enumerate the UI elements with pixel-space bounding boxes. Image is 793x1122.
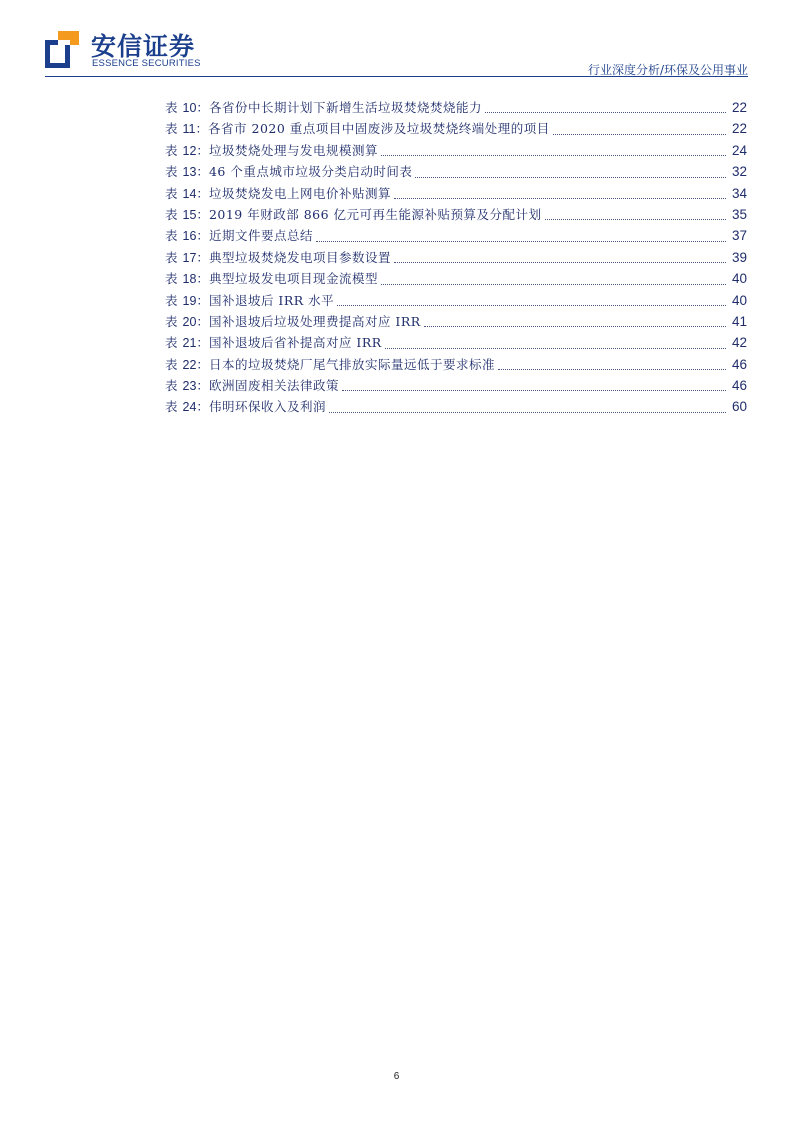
toc-dot-leader [415, 177, 726, 178]
toc-dot-leader [385, 348, 726, 349]
toc-entry-page: 32 [731, 164, 747, 180]
toc-entry-title: 46 个重点城市垃圾分类启动时间表 [208, 164, 413, 180]
toc-entry-title: 垃圾焚烧发电上网电价补贴测算 [208, 185, 391, 201]
toc-entry-number: 12 [182, 143, 197, 158]
toc-entry[interactable] [165, 247, 747, 268]
table-of-contents [165, 97, 747, 418]
toc-entry-title: 2019 年财政部 866 亿元可再生能源补贴预算及分配计划 [208, 206, 542, 222]
toc-entry[interactable] [165, 332, 747, 353]
toc-dot-leader [424, 326, 726, 327]
toc-entry-separator: ： [196, 313, 209, 329]
toc-entry-number: 19 [182, 293, 197, 308]
toc-dot-leader [337, 305, 726, 306]
toc-entry[interactable] [165, 183, 747, 204]
toc-entry-title: 各省市 2020 重点项目中固废涉及垃圾焚烧终端处理的项目 [208, 121, 550, 137]
toc-entry-label [165, 161, 209, 183]
toc-entry-page: 60 [731, 399, 747, 415]
page-header [0, 0, 793, 80]
toc-entry-number: 22 [182, 357, 197, 372]
toc-entry-label [165, 183, 209, 205]
toc-entry-separator: ： [196, 164, 209, 180]
toc-entry-prefix: 表 [165, 378, 178, 394]
toc-entry-number: 24 [182, 400, 197, 415]
logo-english-name: ESSENCE SECURITIES [92, 58, 201, 69]
toc-entry-number: 16 [182, 229, 197, 244]
toc-dot-leader [545, 219, 726, 220]
toc-entry[interactable] [165, 118, 747, 139]
toc-entry-prefix: 表 [165, 399, 178, 415]
toc-dot-leader [485, 112, 726, 113]
toc-dot-leader [342, 390, 726, 391]
toc-entry-label [165, 204, 209, 226]
toc-entry-prefix: 表 [165, 271, 178, 287]
toc-entry-prefix: 表 [165, 228, 178, 244]
toc-entry-separator: ： [196, 185, 209, 201]
toc-entry[interactable] [165, 268, 747, 289]
toc-entry-label [165, 247, 209, 269]
toc-entry-prefix: 表 [165, 292, 178, 308]
toc-dot-leader [329, 412, 726, 413]
toc-entry-separator: ： [196, 335, 209, 351]
toc-entry-separator: ： [196, 271, 209, 287]
toc-entry[interactable] [165, 140, 747, 161]
page-number: 6 [393, 1071, 400, 1082]
report-category: 行业深度分析/环保及公用事业 [587, 63, 748, 77]
toc-entry-number: 14 [182, 186, 197, 201]
header-divider [45, 76, 748, 77]
toc-entry-page: 46 [731, 356, 747, 372]
toc-entry-title: 近期文件要点总结 [208, 228, 313, 244]
toc-entry-prefix: 表 [165, 335, 178, 351]
toc-entry-title: 各省份中长期计划下新增生活垃圾焚烧焚烧能力 [208, 100, 482, 115]
toc-entry-label [165, 396, 209, 418]
toc-entry-title: 典型垃圾焚烧发电项目参数设置 [208, 249, 391, 265]
toc-entry-number: 13 [182, 165, 197, 180]
toc-entry-label [165, 97, 209, 119]
toc-entry-number: 21 [182, 336, 197, 351]
toc-dot-leader [498, 369, 726, 370]
toc-entry-prefix: 表 [165, 100, 178, 115]
toc-entry-label [165, 118, 208, 140]
toc-entry-title: 典型垃圾发电项目现金流模型 [208, 271, 378, 287]
toc-entry-page: 41 [731, 313, 747, 329]
toc-entry-page: 22 [731, 121, 747, 137]
toc-entry-prefix: 表 [165, 356, 178, 372]
toc-entry-number: 23 [182, 379, 197, 394]
toc-entry-page: 40 [731, 292, 747, 308]
toc-entry[interactable] [165, 354, 747, 375]
toc-entry-separator: ： [196, 206, 209, 222]
toc-entry-number: 10 [182, 101, 197, 115]
toc-entry-label [165, 354, 209, 376]
toc-entry-separator: ： [196, 292, 209, 308]
logo-chinese-name: 安信证券 [91, 32, 196, 61]
toc-entry-separator: ： [196, 356, 209, 372]
toc-entry-page: 42 [731, 335, 747, 351]
toc-entry[interactable] [165, 225, 747, 246]
toc-entry-separator: ： [196, 249, 209, 265]
toc-entry-label [165, 375, 209, 397]
toc-entry-prefix: 表 [165, 185, 178, 201]
toc-entry-label [165, 225, 209, 247]
toc-entry-title: 欧洲固废相关法律政策 [208, 378, 339, 394]
toc-entry-number: 11 [182, 122, 196, 137]
toc-entry-prefix: 表 [165, 121, 178, 137]
toc-entry-title: 国补退坡后 IRR 水平 [208, 292, 335, 308]
toc-entry-page: 24 [731, 142, 747, 158]
toc-entry-prefix: 表 [165, 164, 178, 180]
toc-entry[interactable] [165, 396, 747, 417]
toc-entry-number: 15 [182, 207, 197, 222]
toc-dot-leader [394, 262, 726, 263]
toc-entry-label [165, 268, 209, 290]
toc-entry-page: 34 [731, 185, 747, 201]
toc-entry-page: 22 [731, 100, 747, 115]
toc-entry-label [165, 290, 209, 312]
toc-entry-prefix: 表 [165, 206, 178, 222]
toc-entry-page: 40 [731, 271, 747, 287]
toc-entry[interactable] [165, 311, 747, 332]
toc-entry-prefix: 表 [165, 249, 178, 265]
toc-entry-separator: ： [196, 142, 209, 158]
toc-entry-page: 37 [731, 228, 747, 244]
toc-entry[interactable] [165, 290, 747, 311]
toc-entry[interactable] [165, 204, 747, 225]
toc-entry-prefix: 表 [165, 313, 178, 329]
toc-entry-separator: ： [196, 399, 209, 415]
toc-entry[interactable] [165, 97, 747, 118]
toc-entry-number: 17 [182, 250, 197, 265]
toc-entry-number: 18 [182, 272, 197, 287]
essence-securities-logo-icon [45, 31, 79, 68]
toc-entry-title: 伟明环保收入及利润 [208, 399, 326, 415]
toc-entry-label [165, 311, 209, 333]
toc-entry-label [165, 140, 209, 162]
toc-entry-separator: ： [195, 121, 209, 137]
toc-entry-separator: ： [196, 100, 209, 115]
toc-entry-label [165, 332, 209, 354]
toc-entry-title: 日本的垃圾焚烧厂尾气排放实际量远低于要求标准 [208, 356, 495, 372]
toc-entry-page: 46 [731, 378, 747, 394]
toc-dot-leader [381, 155, 726, 156]
toc-entry-title: 国补退坡后省补提高对应 IRR [208, 335, 382, 351]
toc-entry-title: 垃圾焚烧处理与发电规模测算 [208, 142, 378, 158]
toc-entry[interactable] [165, 375, 747, 396]
toc-dot-leader [394, 198, 726, 199]
toc-entry-separator: ： [196, 378, 209, 394]
toc-entry-prefix: 表 [165, 142, 178, 158]
toc-entry-title: 国补退坡后垃圾处理费提高对应 IRR [208, 313, 421, 329]
toc-entry-number: 20 [182, 314, 197, 329]
toc-entry-page: 39 [731, 249, 747, 265]
toc-entry-page: 35 [731, 206, 747, 222]
toc-entry[interactable] [165, 161, 747, 182]
toc-dot-leader [553, 134, 726, 135]
toc-dot-leader [316, 241, 726, 242]
toc-entry-separator: ： [196, 228, 209, 244]
toc-dot-leader [381, 284, 726, 285]
